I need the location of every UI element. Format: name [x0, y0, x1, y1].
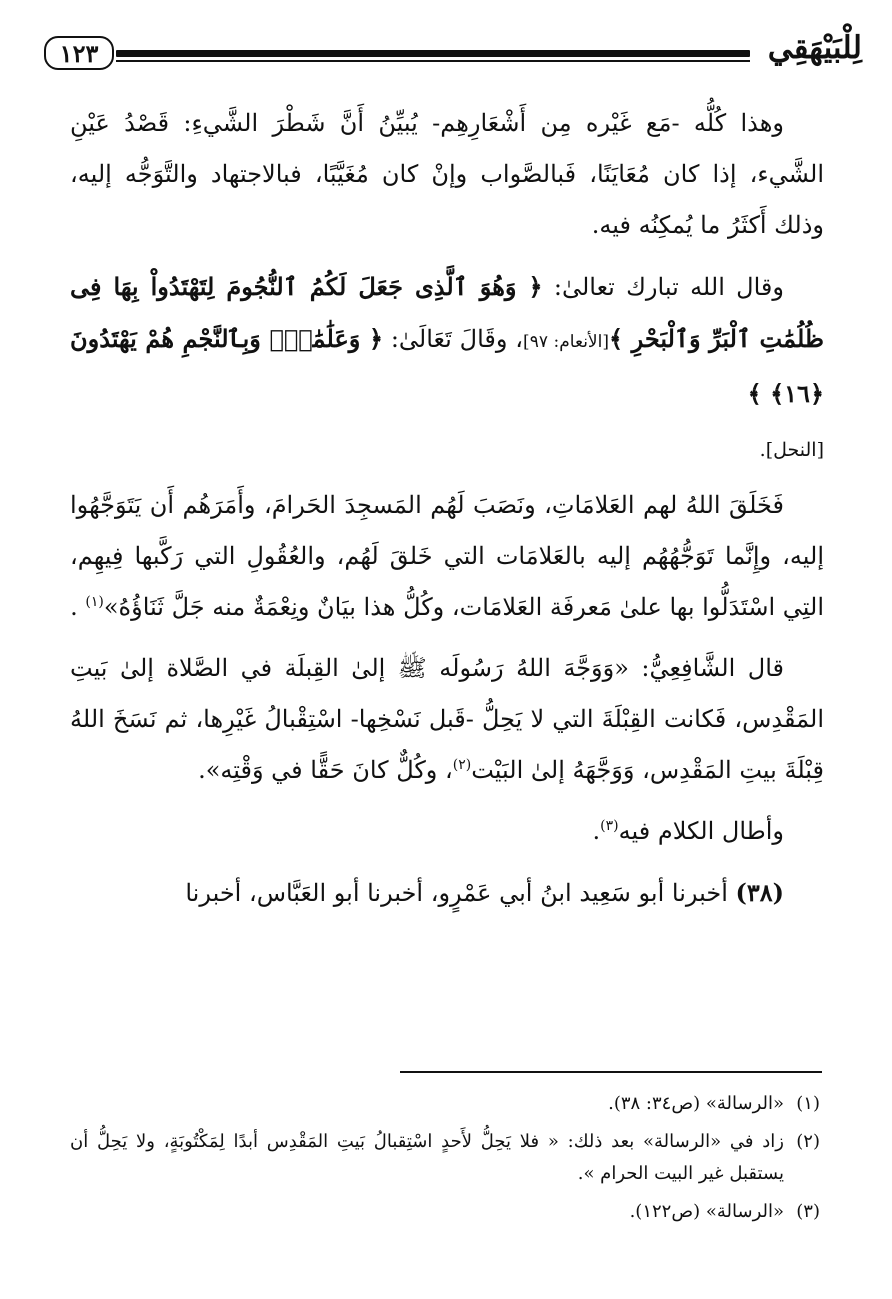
quote-mid: ، وقَالَ تَعَالَىٰ:: [383, 325, 524, 353]
footnote-3: [70, 1196, 820, 1228]
paragraph-6: [70, 867, 824, 919]
paragraph-5-end: .: [592, 817, 601, 845]
paragraph-3-text: فَخَلَقَ اللهُ لهم العَلامَاتِ، ونَصَبَ لَهُم المَسجِدَ الحَرامَ، وأَمَرَهُم أَن يَتَوَجَّهُوا إليه، وإِنَّما تَوَجُّهُهُم إليه بالعَلامَات التي خَلقَ لَهُم، والعُقُولِ التي رَكَّبها فِيهِم، التِي اسْتَدَلُّوا بها علىٰ مَعرفَة العَلامَات، وكُلُّ هذا بيَانٌ ونِعْمَةٌ منه جَلَّ ثَنَاؤُهُ»: [70, 491, 824, 621]
quran-verse-anaam: ﴿ وَهُوَ ٱلَّذِى جَعَلَ لَكُمُ ٱلنُّجُومَ لِتَهْتَدُواْ بِهَا فِى ظُلُمَٰتِ ٱلْبَرِّ وَٱلْبَحْرِ ﴾: [70, 272, 825, 353]
header-rule: [116, 50, 750, 57]
paragraph-5: [70, 806, 824, 857]
footnote-separator: [400, 1071, 822, 1073]
footnotes: [70, 1088, 820, 1234]
body-text: [70, 98, 824, 919]
paragraph-2: [70, 261, 824, 420]
paragraph-6-text: أخبرنا أبو سَعِيد ابنُ أبي عَمْرٍو، أخبرنا أبو العَبَّاس، أخبرنا: [185, 879, 736, 907]
footnote-number: (١): [796, 1093, 820, 1114]
page-header: [40, 28, 862, 80]
footnote-ref-3[interactable]: (٣): [600, 818, 619, 834]
page-number: ١٢٣: [44, 36, 114, 70]
paragraph-5-text: وأطال الكلام فيه: [618, 817, 784, 845]
footnote-number: (٢): [796, 1131, 820, 1152]
paragraph-4: [70, 643, 824, 796]
hadith-number: (٣٨): [735, 878, 784, 907]
footnote-text: «الرسالة» (ص١٢٢).: [629, 1201, 784, 1222]
footnote-1: [70, 1088, 820, 1120]
paragraph-3-end: .: [70, 593, 86, 621]
quran-verse-nahl: ﴿ وَعَلَٰمَٰتٍۚ وَبِٱلنَّجْمِ هُمْ يَهْتَدُونَ ﴿١٦﴾ ﴾: [70, 324, 824, 408]
footnote-text: «الرسالة» (ص٣٤: ٣٨).: [608, 1093, 784, 1114]
paragraph-4-text: قال الشَّافِعِيُّ: «وَوَجَّهَ اللهُ رَسُولَه ﷺ إلىٰ القِبلَة في الصَّلاة إلىٰ بَيتِ المَقْدِس، فَكانت القِبْلَةَ التي لا يَحِلُّ -قَبل نَسْخِها- اسْتِقْبالُ غَيْرِها، ثم نَسَخَ اللهُ قِبْلَةَ بيتِ المَقْدِس، وَوَجَّهَهُ إلىٰ البَيْت: [70, 654, 824, 784]
footnote-number: (٣): [796, 1201, 820, 1222]
paragraph-1: وهذا كُلُّه -مَع غَيْره مِن أَشْعَارِهِم- يُبيِّنُ أَنَّ شَطْرَ الشَّيءِ: قَصْدُ عَيْنِ الشَّيء، إذا كان مُعَايَنًا، فَبالصَّواب وإنْ كان مُغَيَّبًا، فبالاجتهاد والتَّوَجُّه إليه، وذلك أَكثَرُ ما يُمكِنُه فيه.: [70, 109, 824, 239]
footnote-ref-1[interactable]: (١): [85, 594, 104, 610]
running-title: لِلْبَيْهَقِي: [767, 30, 862, 66]
paragraph-3: [70, 480, 824, 633]
verse-reference-anaam: [الأنعام: ٩٧]: [523, 332, 609, 352]
paragraph-4-end: ، وكُلٌّ كانَ حَقًّا في وَقْتِه».: [198, 756, 453, 784]
quote-intro: وقال الله تبارك تعالىٰ:: [542, 273, 784, 301]
verse-reference-nahl: [النحل].: [759, 439, 824, 461]
footnote-ref-2[interactable]: (٢): [452, 757, 472, 773]
footnote-text: زاد في «الرسالة» بعد ذلك: « فلا يَحِلُّ لأَحدٍ اسْتِقبالُ بَيتِ المَقْدِس أبدًا لِمَكْتُوبَةٍ، ولا يَحِلُّ أن يستقبل غير البيت الحرام ».: [70, 1131, 784, 1184]
footnote-2: [70, 1126, 820, 1190]
